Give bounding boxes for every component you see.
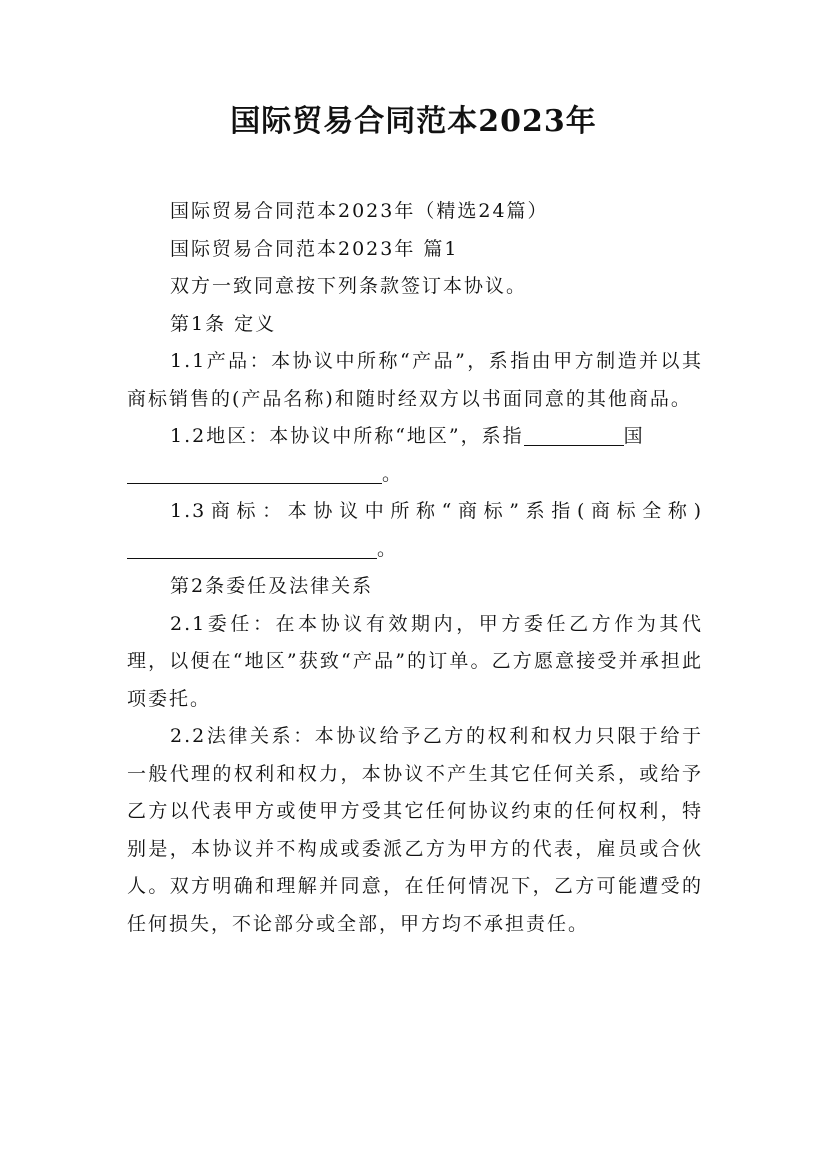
paragraph-clause-1-3 <box>127 493 703 568</box>
region-blank-short <box>524 423 624 446</box>
paragraph-article-2: 第2条委任及法律关系 <box>170 575 374 597</box>
paragraph-clause-2-1: 2.1委任：在本协议有效期内，甲方委任乙方作为其代理，以便在“地区”获致“产品”的订单。乙方愿意接受并承担此项委托。 <box>127 612 703 710</box>
clause-1-3-text: 1.3商标：本协议中所称“商标”系指(商标全称) <box>170 500 703 522</box>
paragraph-clause-2-2: 2.2法律关系：本协议给予乙方的权利和权力只限于给于一般代理的权利和权力，本协议不产生其它任何关系，或给予乙方以代表甲方或使甲方受其它任何协议约束的任何权利，特别是，本协议并不构成或委派乙方为甲方的代表，雇员或合伙人。双方明确和理解并同意，在任何情况下，乙方可能遭受的任何损失，不论部分或全部，甲方均不承担责任。 <box>127 725 703 935</box>
paragraph-article-1: 第1条 定义 <box>170 312 277 335</box>
paragraph-agreement-intro: 双方一致同意按下列条款签订本协议。 <box>170 275 528 297</box>
document-title: 国际贸易合同范本2023年 <box>230 104 597 139</box>
paragraph-clause-1-2 <box>127 418 703 493</box>
paragraph-subtitle: 国际贸易合同范本2023年（精选24篇） <box>170 200 549 222</box>
clause-1-3-end: 。 <box>377 537 399 560</box>
clause-1-2-end: 。 <box>382 462 404 485</box>
paragraph-section-heading: 国际贸易合同范本2023年 篇1 <box>170 237 459 260</box>
trademark-blank <box>127 536 377 559</box>
paragraph-clause-1-1: 1.1产品：本协议中所称“产品”，系指由甲方制造并以其商标销售的(产品名称)和随时经双方以书面同意的其他商品。 <box>127 350 703 410</box>
clause-1-2-text: 1.2地区：本协议中所称“地区”，系指 <box>170 425 524 447</box>
document-body <box>127 193 703 943</box>
region-blank-long <box>127 461 382 484</box>
clause-1-2-country: 国 <box>623 425 645 447</box>
clause-1-2-second-line <box>127 456 403 494</box>
